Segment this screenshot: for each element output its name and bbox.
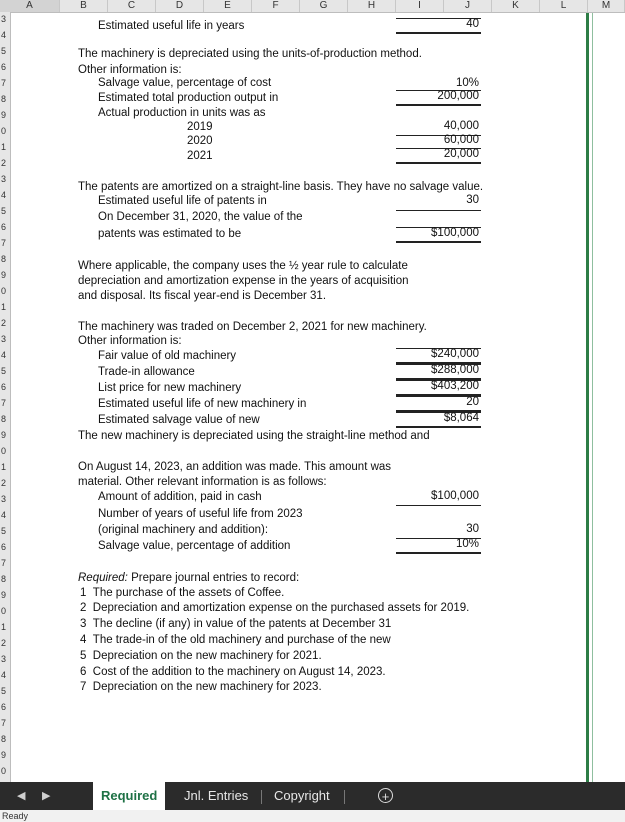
column-header-G[interactable]: G [300, 0, 348, 12]
cell-border [396, 210, 481, 211]
row-header[interactable]: 7 [1, 78, 7, 88]
requirement-number: 2 [80, 602, 87, 614]
cell-label[interactable]: Estimated salvage value of new [98, 414, 260, 426]
cell-value[interactable]: 60,000 [443, 134, 479, 146]
cell-value[interactable]: 10% [455, 77, 479, 89]
row-header[interactable]: 9 [1, 270, 7, 280]
requirement-item[interactable] [80, 666, 386, 678]
row-header[interactable]: 4 [1, 190, 7, 200]
cell-value[interactable]: $8,064 [443, 412, 479, 424]
row-header[interactable]: 3 [1, 174, 7, 184]
requirement-text: Depreciation and amortization expense on the purchased assets for 2019. [92, 602, 470, 614]
row-header[interactable]: 6 [1, 222, 7, 232]
required-label: Required: [78, 572, 128, 584]
row-header[interactable]: 4 [1, 30, 7, 40]
cell-value[interactable]: 30 [466, 523, 479, 535]
worksheet-grid[interactable] [11, 13, 625, 782]
row-header[interactable]: 6 [1, 542, 7, 552]
row-header[interactable]: 6 [1, 62, 7, 72]
cell-label[interactable]: Number of years of useful life from 2023 [98, 508, 303, 520]
cell-year[interactable]: 2021 [187, 150, 213, 162]
row-header[interactable]: 1 [1, 302, 7, 312]
row-header[interactable]: 7 [1, 398, 7, 408]
cell-label[interactable]: Trade-in allowance [98, 366, 195, 378]
column-header-H[interactable]: H [348, 0, 396, 12]
cell-value[interactable]: $403,200 [431, 380, 479, 392]
requirement-text: Cost of the addition to the machinery on August 14, 2023. [92, 666, 386, 678]
row-header[interactable]: 9 [1, 590, 7, 600]
requirement-item[interactable] [80, 602, 469, 614]
cell-value[interactable]: $100,000 [431, 227, 479, 239]
row-header[interactable]: 8 [1, 414, 7, 424]
status-bar: Ready [0, 810, 625, 822]
cell-value[interactable]: 40,000 [443, 120, 479, 132]
cell-value[interactable]: $240,000 [431, 348, 479, 360]
cell-year[interactable]: 2019 [187, 121, 213, 133]
row-header[interactable]: 8 [1, 734, 7, 744]
row-header[interactable]: 7 [1, 718, 7, 728]
cell-value[interactable]: 40 [466, 18, 479, 30]
row-header[interactable]: 8 [1, 94, 7, 104]
sheet-tab-bar [0, 782, 625, 810]
cell-value[interactable]: 10% [455, 538, 479, 550]
row-header[interactable]: 5 [1, 526, 7, 536]
row-header[interactable]: 2 [1, 318, 7, 328]
row-header[interactable]: 0 [1, 286, 7, 296]
column-header-M[interactable]: M [588, 0, 625, 12]
previous-sheet-icon[interactable]: ◀ [17, 790, 26, 802]
row-header[interactable]: 3 [1, 494, 7, 504]
requirement-number: 3 [80, 618, 87, 630]
cell-text[interactable]: material. Other relevant information is as follows: [78, 476, 327, 488]
row-header[interactable]: 2 [1, 478, 7, 488]
cell-label[interactable]: Estimated useful life of patents in [98, 195, 267, 207]
cell-label[interactable]: Actual production in units was as [98, 107, 266, 119]
tab-separator [261, 790, 262, 804]
row-header-bar [0, 12, 11, 782]
green-border-line [586, 13, 589, 782]
required-instruction: Prepare journal entries to record: [131, 572, 300, 584]
column-header-E[interactable]: E [204, 0, 252, 12]
required-heading[interactable] [78, 572, 299, 584]
cell-year[interactable]: 2020 [187, 135, 213, 147]
cell-value[interactable]: $100,000 [431, 490, 479, 502]
cell-label[interactable]: List price for new machinery [98, 382, 242, 394]
row-header[interactable]: 2 [1, 638, 7, 648]
row-header[interactable]: 7 [1, 238, 7, 248]
column-header-bar [0, 0, 625, 13]
cell-text[interactable]: depreciation and amortization expense in the years of acquisition [78, 275, 409, 287]
row-header[interactable]: 5 [1, 366, 7, 376]
cell-value[interactable]: $288,000 [431, 364, 479, 376]
row-header[interactable]: 9 [1, 430, 7, 440]
cell-text[interactable]: The machinery is depreciated using the units-of-production method. [78, 48, 422, 60]
cell-label[interactable]: Estimated useful life in years [98, 20, 245, 32]
column-header-C[interactable]: C [108, 0, 156, 12]
requirement-text: Depreciation on the new machinery for 2021. [92, 650, 322, 662]
column-header-L[interactable]: L [540, 0, 588, 12]
cell-label[interactable]: Salvage value, percentage of addition [98, 540, 291, 552]
row-header[interactable]: 7 [1, 558, 7, 568]
row-header[interactable]: 1 [1, 622, 7, 632]
requirement-item[interactable] [80, 587, 284, 599]
add-sheet-icon[interactable]: + [378, 788, 393, 803]
cell-value[interactable]: 20 [466, 396, 479, 408]
cell-label[interactable]: On December 31, 2020, the value of the [98, 211, 303, 223]
row-header[interactable]: 9 [1, 110, 7, 120]
requirement-text: Depreciation on the new machinery for 2023. [92, 681, 322, 693]
cell-text[interactable]: and disposal. Its fiscal year-end is December 31. [78, 290, 327, 302]
cell-label[interactable]: (original machinery and addition): [98, 524, 269, 536]
cell-text[interactable]: The patents are amortized on a straight-line basis. They have no salvage value. [78, 181, 484, 193]
row-header[interactable]: 4 [1, 350, 7, 360]
tab-jnl-entries[interactable]: Jnl. Entries [184, 788, 249, 803]
requirement-number: 5 [80, 650, 87, 662]
cell-value[interactable]: 200,000 [437, 90, 479, 102]
row-header[interactable]: 4 [1, 670, 7, 680]
requirement-item[interactable] [80, 681, 322, 693]
requirement-number: 6 [80, 666, 87, 678]
cell-text[interactable]: The machinery was traded on December 2, 2021 for new machinery. [78, 321, 427, 333]
column-header-I[interactable]: I [396, 0, 444, 12]
row-header[interactable]: 8 [1, 254, 7, 264]
row-header[interactable]: 3 [1, 654, 7, 664]
column-header-J[interactable]: J [444, 0, 492, 12]
row-header[interactable]: 1 [1, 462, 7, 472]
tab-required[interactable]: Required [93, 782, 165, 810]
row-header[interactable]: 5 [1, 46, 7, 56]
cell-label[interactable]: Estimated total production output in [98, 92, 279, 104]
row-header[interactable]: 6 [1, 382, 7, 392]
requirement-text: The trade-in of the old machinery and purchase of the new [92, 634, 391, 646]
row-header[interactable]: 0 [1, 766, 7, 776]
requirement-text: The purchase of the assets of Coffee. [92, 587, 285, 599]
cell-value[interactable]: 30 [466, 194, 479, 206]
row-header[interactable]: 0 [1, 606, 7, 616]
row-header[interactable]: 8 [1, 574, 7, 584]
cell-label[interactable]: Salvage value, percentage of cost [98, 77, 272, 89]
cell-value[interactable]: 20,000 [443, 148, 479, 160]
row-header[interactable]: 4 [1, 510, 7, 520]
row-header[interactable]: 1 [1, 142, 7, 152]
requirement-text: The decline (if any) in value of the patents at December 31 [92, 618, 392, 630]
row-header[interactable]: 5 [1, 686, 7, 696]
column-header-B[interactable]: B [60, 0, 108, 12]
row-header[interactable]: 9 [1, 750, 7, 760]
requirement-item[interactable] [80, 634, 391, 646]
cell-text[interactable]: On August 14, 2023, an addition was made. This amount was [78, 461, 392, 473]
row-header[interactable]: 6 [1, 702, 7, 712]
row-header[interactable]: 5 [1, 206, 7, 216]
cell-label[interactable]: patents was estimated to be [98, 228, 242, 240]
column-header-K[interactable]: K [492, 0, 540, 12]
tab-separator [344, 790, 345, 804]
row-header[interactable]: 2 [1, 158, 7, 168]
cell-label[interactable]: Estimated useful life of new machinery in [98, 398, 307, 410]
requirement-item[interactable] [80, 618, 391, 630]
requirement-number: 7 [80, 681, 87, 693]
requirement-number: 1 [80, 587, 87, 599]
requirement-number: 4 [80, 634, 87, 646]
tab-copyright[interactable]: Copyright [274, 788, 330, 803]
column-header-D[interactable]: D [156, 0, 204, 12]
cell-text[interactable]: Other information is: [78, 64, 182, 76]
cell-label[interactable]: Fair value of old machinery [98, 350, 237, 362]
column-header-F[interactable]: F [252, 0, 300, 12]
green-border-line-thin [592, 13, 593, 782]
row-header[interactable]: 0 [1, 126, 7, 136]
cell-label[interactable]: Amount of addition, paid in cash [98, 491, 262, 503]
cell-text[interactable]: Other information is: [78, 335, 182, 347]
cell-text[interactable]: The new machinery is depreciated using the straight-line method and [78, 430, 430, 442]
cell-border [396, 505, 481, 506]
row-header[interactable]: 3 [1, 14, 7, 24]
cell-text[interactable]: Where applicable, the company uses the ½ year rule to calculate [78, 260, 408, 272]
next-sheet-icon[interactable]: ▶ [42, 790, 51, 802]
row-header[interactable]: 3 [1, 334, 7, 344]
requirement-item[interactable] [80, 650, 322, 662]
column-header-A[interactable]: A [0, 0, 60, 12]
row-header[interactable]: 0 [1, 446, 7, 456]
